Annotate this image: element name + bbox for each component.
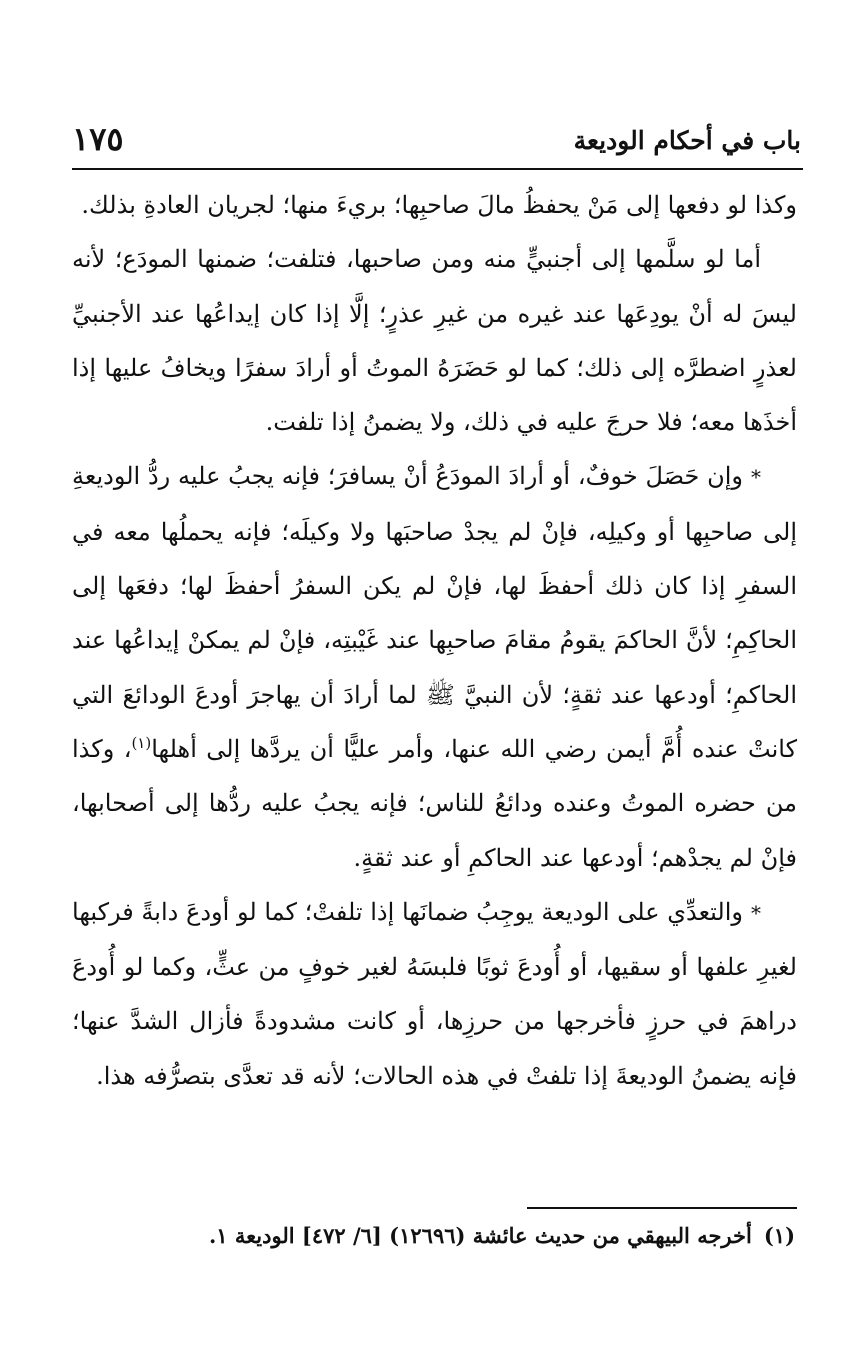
- page-header: [72, 108, 801, 168]
- paragraph-4: [72, 885, 797, 1103]
- star-marker: *: [751, 900, 761, 925]
- star-marker: *: [751, 465, 761, 490]
- footnote-reference[interactable]: (١): [131, 733, 152, 752]
- paragraph-3-text-b: ، وكذا من حضره الموتُ وعنده ودائعُ للناس؛ فإنه يجبُ عليه ردُّها إلى أصحابها، فإنْ لم يجدْهم؛ أودعها عند الحاكمِ أو عند ثقةٍ.: [72, 734, 797, 872]
- paragraph-3: [72, 449, 797, 884]
- footnote-rule: [527, 1207, 797, 1209]
- footnote: [72, 1216, 795, 1256]
- header-rule: [72, 168, 803, 170]
- paragraph-1: وكذا لو دفعها إلى مَنْ يحفظُ مالَ صاحبِها؛ بريءَ منها؛ لجريان العادةِ بذلك.: [81, 191, 797, 219]
- paragraph-4-text: والتعدِّي على الوديعة يوجِبُ ضمانَها إذا تلفتْ؛ كما لو أودعَ دابةً فركبها لغيرِ علفها أو سقيها، أو أُودعَ ثوبًا فلبسَهُ لغير خوفٍ من عثٍّ، وكما لو أُودعَ دراهمَ في حرزٍ فأخرجها من حرزِها، أو كانت مشدودةً فأزال الشدَّ عنها؛ فإنه يضمنُ الوديعةَ إذا تلفتْ في هذه الحالات؛ لأنه قد تعدَّى بتصرُّفه هذا.: [72, 897, 797, 1090]
- paragraph-3-text-a: وإن حَصَلَ خوفٌ، أو أرادَ المودَعُ أنْ يسافرَ؛ فإنه يجبُ عليه ردُّ الوديعةِ إلى صاحبِها أو وكيلِه، فإنْ لم يجدْ صاحبَها ولا وكيلَه؛ فإنه يحملُها معه في السفرِ إذا كان ذلك أحفظَ لها، فإنْ لم يكن السفرُ أحفظَ لها؛ دفعَها إلى الحاكِمِ؛ لأنَّ الحاكمَ يقومُ مقامَ صاحبِها عند غَيْبتِه، فإنْ لم يمكنْ إيداعُها عند الحاكمِ؛ أودعها عند ثقةٍ؛ لأن النبيَّ ﷺ لما أرادَ أن يهاجرَ أودعَ الودائعَ التي كانتْ عنده أُمَّ أيمن رضي الله عنها، وأمر عليًّا أن يردَّها إلى أهلها: [72, 462, 797, 763]
- page-number: ١٧٥: [72, 120, 124, 158]
- footnote-text: أخرجه البيهقي من حديث عائشة (١٢٦٩٦) [٦/ ٤٧٢] الوديعة ١.: [208, 1223, 752, 1248]
- main-text: [72, 178, 797, 1103]
- paragraph-2: أما لو سلَّمها إلى أجنبيٍّ منه ومن صاحبها، فتلفت؛ ضمنها المودَع؛ لأنه ليسَ له أنْ يودِعَها عند غيره من غيرِ عذرٍ؛ إلَّا إذا كان إيداعُها عند الأجنبيِّ لعذرٍ اضطرَّه إلى ذلك؛ كما لو حَضَرَهُ الموتُ أو أرادَ سفرًا ويخافُ عليها إذا أخذَها معه؛ فلا حرجَ عليه في ذلك، ولا يضمنُ إذا تلفت.: [72, 245, 797, 437]
- chapter-title: باب في أحكام الوديعة: [573, 126, 801, 155]
- footnote-number: (١): [763, 1223, 795, 1248]
